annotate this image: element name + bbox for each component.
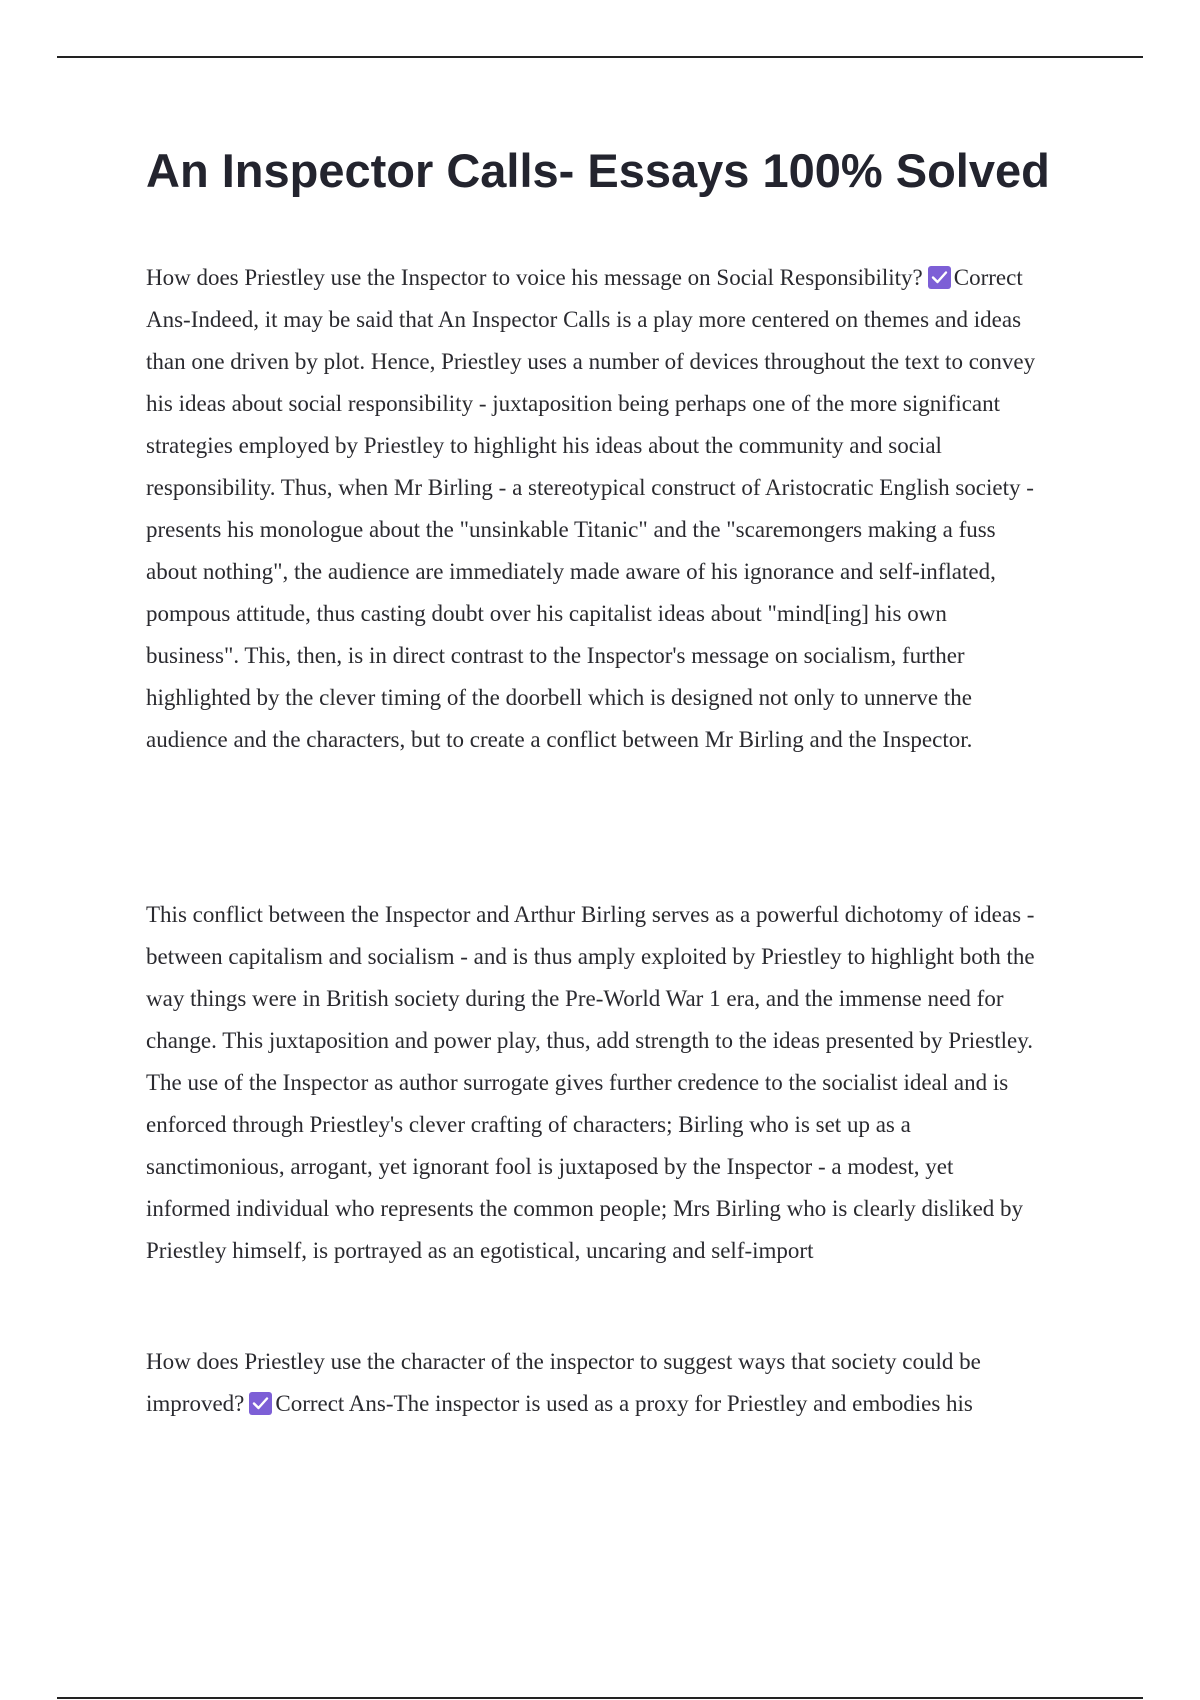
- checkbox-checked-icon: [249, 1392, 272, 1415]
- text-line: audience and the characters, but to create a conflict between Mr Birling and the Inspector.: [146, 727, 973, 752]
- text-line: strategies employed by Priestley to highlight his ideas about the community and social: [146, 433, 942, 458]
- bottom-rule: [57, 1697, 1143, 1699]
- text-line: business". This, then, is in direct contrast to the Inspector's message on socialism, further: [146, 643, 965, 668]
- answer-text: Correct Ans-The inspector is used as a proxy for Priestley and embodies his: [275, 1391, 973, 1416]
- text-line: presents his monologue about the "unsinkable Titanic" and the "scaremongers making a fuss: [146, 517, 996, 542]
- correct-label: Correct: [953, 265, 1023, 290]
- text-line: between capitalism and socialism - and is thus amply exploited by Priestley to highlight both the: [146, 944, 1035, 969]
- text-line: highlighted by the clever timing of the doorbell which is designed not only to unnerve the: [146, 685, 972, 710]
- text-line: [146, 1383, 1086, 1425]
- top-rule: [57, 56, 1143, 58]
- text-line: his ideas about social responsibility - juxtaposition being perhaps one of the more significant: [146, 391, 1001, 416]
- text-line: than one driven by plot. Hence, Priestley uses a number of devices throughout the text to convey: [146, 349, 1036, 374]
- checkbox-checked-icon: [928, 266, 951, 289]
- text-line: pompous attitude, thus casting doubt over his capitalist ideas about "mind[ing] his own: [146, 601, 947, 626]
- text-line: The use of the Inspector as author surrogate gives further credence to the socialist ideal and is: [146, 1070, 1009, 1095]
- document-title: An Inspector Calls- Essays 100% Solved: [146, 144, 1050, 197]
- text-line: Priestley himself, is portrayed as an egotistical, uncaring and self-import: [146, 1238, 814, 1263]
- text-line: informed individual who represents the common people; Mrs Birling who is clearly disliked by: [146, 1196, 1024, 1221]
- text-line: way things were in British society during the Pre-World War 1 era, and the immense need for: [146, 986, 1004, 1011]
- text-line: Ans-Indeed, it may be said that An Inspector Calls is a play more centered on themes and ideas: [146, 307, 1022, 332]
- text-line: How does Priestley use the character of the inspector to suggest ways that society could be: [146, 1349, 981, 1374]
- question-text: How does Priestley use the Inspector to voice his message on Social Responsibility?: [146, 265, 923, 290]
- text-line: about nothing", the audience are immediately made aware of his ignorance and self-inflated,: [146, 559, 996, 584]
- essay-question-3: [146, 1341, 1086, 1425]
- text-line: change. This juxtaposition and power play, thus, add strength to the ideas presented by Priestley.: [146, 1028, 1034, 1053]
- essay-answer-1: [146, 257, 1086, 761]
- question-text: improved?: [146, 1391, 245, 1416]
- text-line: [146, 257, 1086, 299]
- text-line: This conflict between the Inspector and Arthur Birling serves as a powerful dichotomy of ideas -: [146, 902, 1035, 927]
- essay-answer-2: [146, 894, 1086, 1272]
- text-line: sanctimonious, arrogant, yet ignorant fool is juxtaposed by the Inspector - a modest, yet: [146, 1154, 954, 1179]
- text-line: enforced through Priestley's clever crafting of characters; Birling who is set up as a: [146, 1112, 911, 1137]
- text-line: responsibility. Thus, when Mr Birling - a stereotypical construct of Aristocratic English society -: [146, 475, 1034, 500]
